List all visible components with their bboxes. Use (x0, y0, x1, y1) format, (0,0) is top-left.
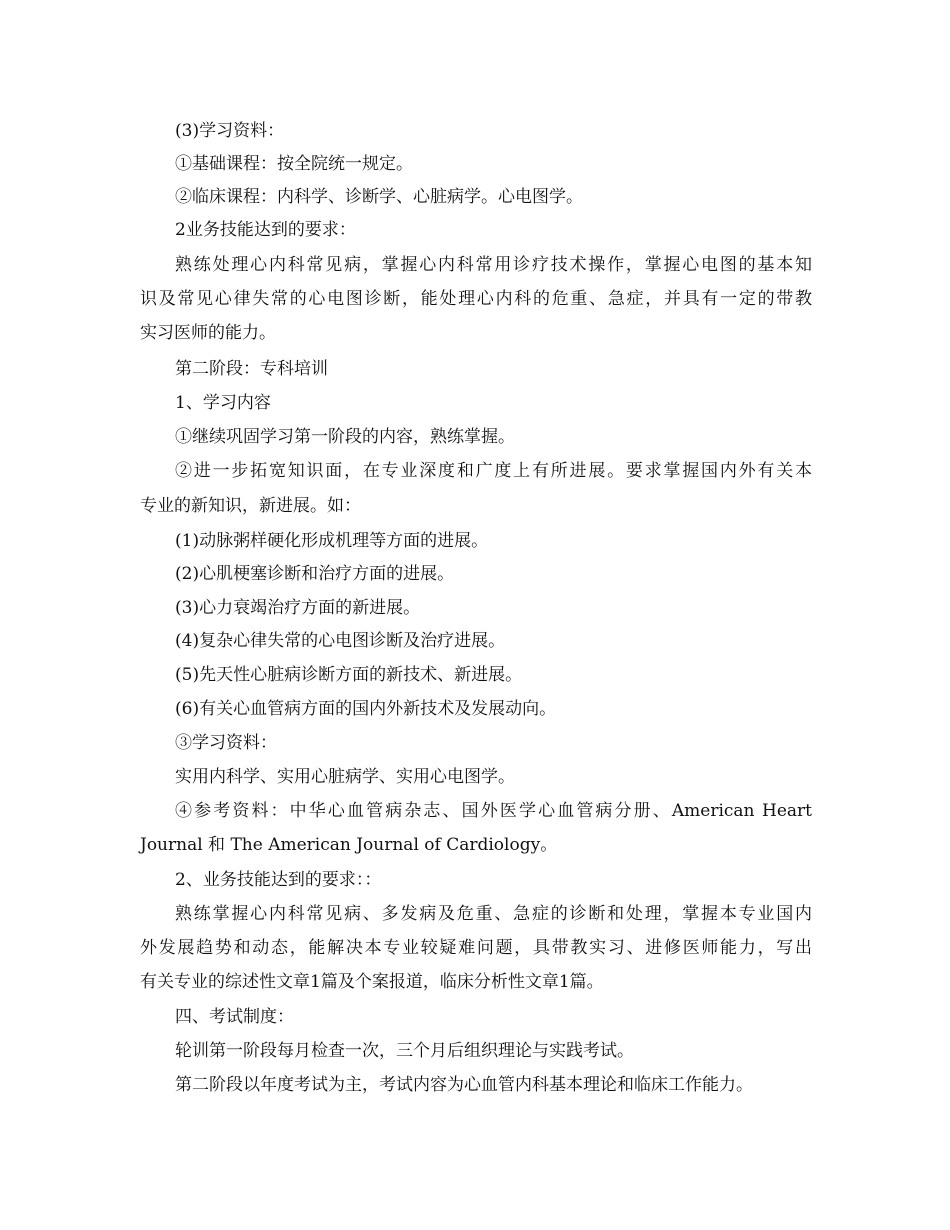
paragraph-line: 第二阶段以年度考试为主，考试内容为心血管内科基本理论和临床工作能力。 (175, 1075, 753, 1095)
paragraph-line: 轮训第一阶段每月检查一次，三个月后组织理论与实践考试。 (175, 1041, 634, 1061)
text-line: (3)学习资料： (175, 121, 285, 141)
paragraph-line: 识及常见心律失常的心电图诊断，能处理心内科的危重、急症，并具有一定的带教 (140, 289, 812, 309)
paragraph-line: 专业的新知识，新进展。如： (140, 496, 361, 516)
section-heading: 第二阶段：专科培训 (175, 359, 328, 379)
text-line: 实用内科学、实用心脏病学、实用心电图学。 (175, 767, 515, 787)
text-line: ③学习资料： (175, 733, 277, 753)
text-line: ①基础课程：按全院统一规定。 (175, 154, 413, 174)
text-line: 2业务技能达到的要求： (175, 220, 356, 240)
paragraph-line: 有关专业的综述性文章1篇及个案报道，临床分析性文章1篇。 (140, 972, 604, 992)
paragraph-line: Journal 和 The American Journal of Cardiology。 (140, 835, 558, 855)
paragraph-line: 外发展趋势和动态，能解决本专业较疑难问题，具带教实习、进修医师能力，写出 (140, 938, 812, 958)
list-item: (6)有关心血管病方面的国内外新技术及发展动向。 (175, 699, 557, 719)
paragraph-line: 实习医师的能力。 (140, 323, 276, 343)
text-line: ①继续巩固学习第一阶段的内容，熟练掌握。 (175, 427, 515, 447)
list-item: (1)动脉粥样硬化形成机理等方面的进展。 (175, 531, 489, 551)
subsection-heading: 2、业务技能达到的要求：： (175, 870, 382, 890)
paragraph-line: 熟练掌握心内科常见病、多发病及危重、急症的诊断和处理，掌握本专业国内 (175, 904, 812, 924)
list-item: (5)先天性心脏病诊断方面的新技术、新进展。 (175, 665, 523, 685)
paragraph-line: 熟练处理心内科常见病，掌握心内科常用诊疗技术操作，掌握心电图的基本知 (175, 255, 812, 275)
section-heading: 四、考试制度： (175, 1007, 294, 1027)
list-item: (3)心力衰竭治疗方面的新进展。 (175, 598, 421, 618)
text-line: ②临床课程：内科学、诊断学、心脏病学。心电图学。 (175, 187, 583, 207)
list-item: (2)心肌梗塞诊断和治疗方面的进展。 (175, 564, 455, 584)
paragraph-line: ②进一步拓宽知识面，在专业深度和广度上有所进展。要求掌握国内外有关本 (175, 461, 812, 481)
list-item: (4)复杂心律失常的心电图诊断及治疗进展。 (175, 631, 506, 651)
subsection-heading: 1、学习内容 (175, 393, 271, 413)
paragraph-line: ④参考资料：中华心血管病杂志、国外医学心血管病分册、American Heart (175, 801, 812, 821)
